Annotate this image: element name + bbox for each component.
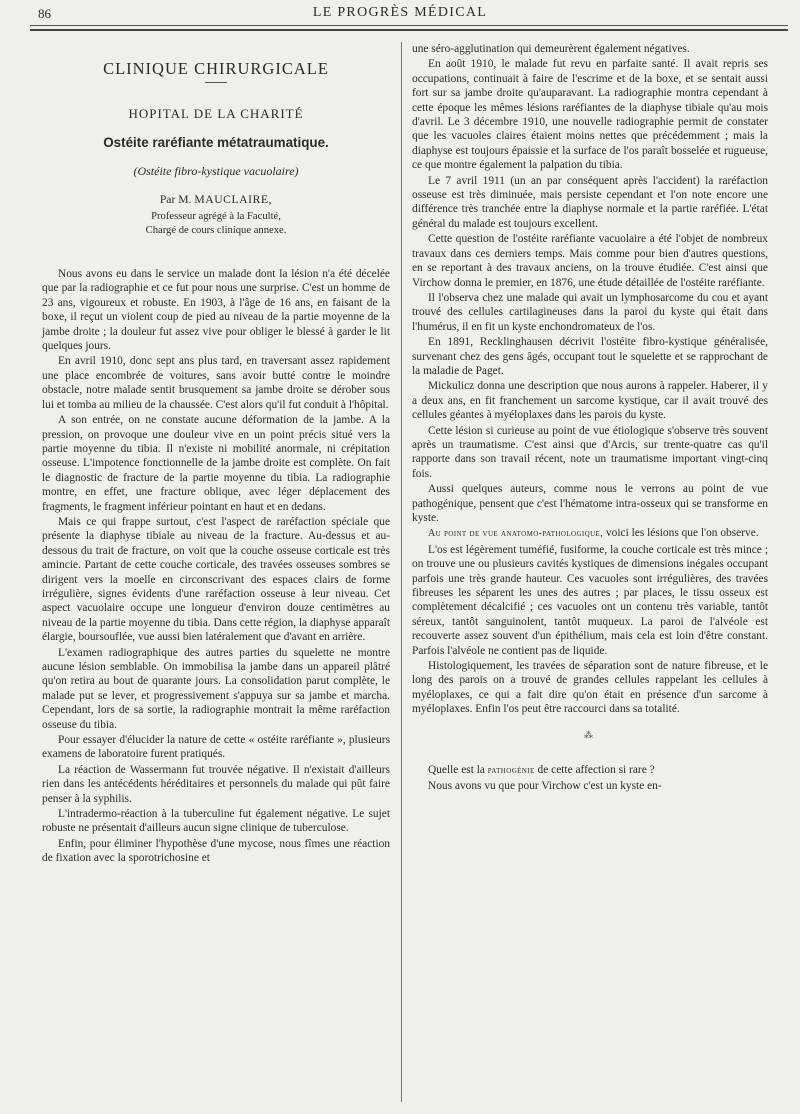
paragraph: Pour essayer d'élucider la nature de cette « ostéite raréfiante », plusieurs examens de laboratoire furent pratiqués. <box>42 734 390 761</box>
affiliation-line: Professeur agrégé à la Faculté, <box>151 211 281 223</box>
paragraph: une séro-agglutination qui demeurèrent également négatives. <box>412 43 690 55</box>
author-line <box>42 193 390 207</box>
paragraph: L'intradermo-réaction à la tuberculine fut également négative. Le sujet robuste ne présentait d'ailleurs aucun signe clinique de tuberculose. <box>42 808 390 835</box>
right-column <box>412 42 768 794</box>
paragraph: Le 7 avril 1911 (un an par conséquent après l'accident) la raréfaction osseuse est très diminuée, mais persiste cependant et l'on note encore une différence très tranchée entre la diaphyse normale et la partie raréfiée. L'état général du malade est toujours excellent. <box>412 174 768 230</box>
paragraph: A son entrée, on ne constate aucune déformation de la jambe. A la pression, on provoque une douleur vive en un point précis situé vers la partie moyenne du tibia. Il n'existe ni mobilité anormale, ni crépitation osseuse. L'impotence fonctionnelle de la jambe droite est complète. On fait le diagnostic de fracture de la partie moyenne du tibia. La radiographie montre, en effet, une fracture oblique, avec léger déplacement des fragments, le fragment inférieur pointant en haut et en dedans. <box>42 414 390 513</box>
paragraph: Mais ce qui frappe surtout, c'est l'aspect de raréfaction spéciale que présente la diaphyse tibiale au niveau de la fracture. Au-dessus et au-dessous du trait de fracture, on voit que la couche osseuse corticale est très amincie. Partant de cette couche corticale, des travées osseuses sombres se dirigent vers la moelle en circonscrivant des espaces clairs de forme irrégulière, signes évidents d'une raréfaction osseuse à leur niveau. Cet aspect vacuolaire occupe une longueur d'environ douze centimètres au niveau de la partie moyenne du tibia. Dans cette région, la diaphyse apparaît élargie, boursouflée, vue aussi bien latéralement que d'avant en arrière. <box>42 515 390 644</box>
paragraph: En août 1910, le malade fut revu en parfaite santé. Il avait repris ses occupations, continuait à faire de l'escrime et de la boxe, et se sentait aussi fort sur sa jambe droite qu'auparavant. La radiographie montra cependant à cette époque les mêmes lésions raréfiantes de la diaphyse tibiale qu'au mois d'avril. Le 3 décembre 1910, une nouvelle radiographie permit de constater que les vacuoles claires étaient moins nettes que précédemment ; mais la diaphyse est toujours épaissie et la surface de l'os paraît bosselée et rugueuse, ce que montre également la palpation du tibia. <box>412 58 768 172</box>
paragraph-rest: voici les lésions que l'on observe. <box>603 527 759 540</box>
paragraph: En 1891, Recklinghausen décrivit l'ostéite fibro-kystique généralisée, survenant chez des gens âgés, occupant tout le squelette et se rapprochant de la maladie de Paget. <box>412 336 768 377</box>
paragraph: En avril 1910, donc sept ans plus tard, en traversant assez rapidement une place encombrée de voitures, sans avoir butté contre le moindre obstacle, notre malade sentit brusquement sa jambe droite se dérober sous lui et tomba au milieu de la chaussée. C'est alors qu'il fut conduit à l'hôpital. <box>42 355 390 411</box>
page-number: 86 <box>38 6 51 21</box>
paragraph-question <box>412 763 768 778</box>
question-end: de cette affection si rare ? <box>534 763 655 776</box>
paragraph: Aussi quelques auteurs, comme nous le verrons au point de vue pathogénique, pensent que c'est l'hématome intra-osseux qui se transforme en kyste. <box>412 483 768 524</box>
smallcaps-word: pathogénie <box>487 764 535 776</box>
paragraph: L'os est légèrement tuméfié, fusiforme, la couche corticale est très mince ; on trouve une ou plusieurs cavités kystiques de dimensions inégales occupant parfois une très grande hauteur. Ces vacuoles sont irrégulières, des travées fibreuses les séparent les unes des autres ; par places, le tissu osseux est complètement décalcifié ; ces vacuoles ont un contenu très variable, tantôt séreux, tantôt sanguinolent, tantôt muqueux. La paroi de l'alvéole est recouverte assez souvent d'un épithélium, mais cela est loin d'être constant. Parfois l'alvéole ne contient pas de liquide. <box>412 543 768 657</box>
paragraph: La réaction de Wassermann fut trouvée négative. Il n'existait d'ailleurs rien dans les antécédents héréditaires et personnels du malade qui pût faire penser à la syphilis. <box>42 763 390 805</box>
author-name: MAUCLAIRE, <box>194 192 273 206</box>
header-rule-thick <box>30 29 788 31</box>
hospital-name: HOPITAL DE LA CHARITÉ <box>128 106 304 122</box>
paragraph-anatomo <box>412 526 768 541</box>
paragraph: Nous avons eu dans le service un malade dont la lésion n'a été décelée que par la radiographie et ce fut pour nous une surprise. C'est un homme de 23 ans, vigoureux et robuste. En 1903, à l'âge de 16 ans, en faisant de la boxe, il reçut un violent coup de pied au niveau de la partie moyenne de la jambe droite ; la douleur fut assez vive pour obliger le blessé à garder le lit quelques jours. <box>42 268 390 353</box>
article-title: Ostéite raréfiante métatraumatique. <box>103 134 329 150</box>
question-start: Quelle est la <box>428 763 488 776</box>
author-affiliation <box>42 210 390 237</box>
paragraph: Nous avons vu que pour Virchow c'est un kyste en- <box>428 780 662 793</box>
left-column <box>42 42 390 866</box>
header-rule <box>30 25 788 26</box>
author-prefix: Par M. <box>159 192 192 206</box>
left-body <box>42 267 390 866</box>
paragraph: Cette lésion si curieuse au point de vue étiologique s'observe très souvent après un traumatisme. C'est ainsi que d'Arcis, sur trente-quatre cas qu'il rapporte dans son travail récent, note un traumatisme important vingt-cinq fois. <box>412 424 768 480</box>
asterism-ornament: ⁂ <box>584 729 596 740</box>
affiliation-line: Chargé de cours clinique annexe. <box>145 224 287 236</box>
column-divider <box>401 42 402 1102</box>
paragraph: Cette question de l'ostéite raréfiante vacuolaire a été l'objet de nombreux travaux dans ces derniers temps. Mais comme pour bien d'autres questions, en se reportant à des travaux anciens, on la trouve étudiée. C'est ainsi que Virchow donna le premier, en 1876, une étude détaillée de l'ostéite raréfiante. <box>412 233 768 289</box>
running-title: LE PROGRÈS MÉDICAL <box>312 5 488 20</box>
article-subtitle: (Ostéite fibro-kystique vacuolaire) <box>133 164 299 179</box>
paragraph: Il l'observa chez une malade qui avait un lymphosarcome du cou et ayant trouvé des cellules cartilagineuses dans la paroi du kyste qui était dans l'humérus, il en fit un kyste enchondromateux de l'os. <box>412 291 768 333</box>
paragraph: Enfin, pour éliminer l'hypothèse d'une mycose, nous fîmes une réaction de fixation avec la sporotrichosine et <box>42 837 390 865</box>
paragraph: Histologiquement, les travées de séparation sont de nature fibreuse, et le long des parois on a trouvé de grandes cellules rappelant les cellules à myéloplaxes, ce qui a fait dire qu'on était en présence d'un sarcome à myéloplaxes. Enfin l'os peut être raccourci dans sa totalité. <box>412 660 768 716</box>
section-divider <box>205 82 227 83</box>
section-title: CLINIQUE CHIRURGICALE <box>103 59 329 78</box>
paragraph: Mickulicz donna une description que nous aurons à rappeler. Haberer, il y a deux ans, en fit franchement un sarcome kystique, car il avait trouvé des cellules géantes à myéloplaxes dans les parois du kyste. <box>412 380 768 422</box>
paragraph: L'examen radiographique des autres parties du squelette ne montre aucune lésion semblable. On immobilisa la jambe dans un appareil plâtré qu'on retira au bout de quarante jours. La consolidation parut complète, le malade put se lever, et progressivement s'appuya sur sa jambe et marcha. Cependant, lors de sa sortie, la radiographie montrait la même raréfaction osseuse du tibia. <box>42 646 390 731</box>
smallcaps-lead: Au point de vue anatomo-pathologique, <box>428 528 604 540</box>
